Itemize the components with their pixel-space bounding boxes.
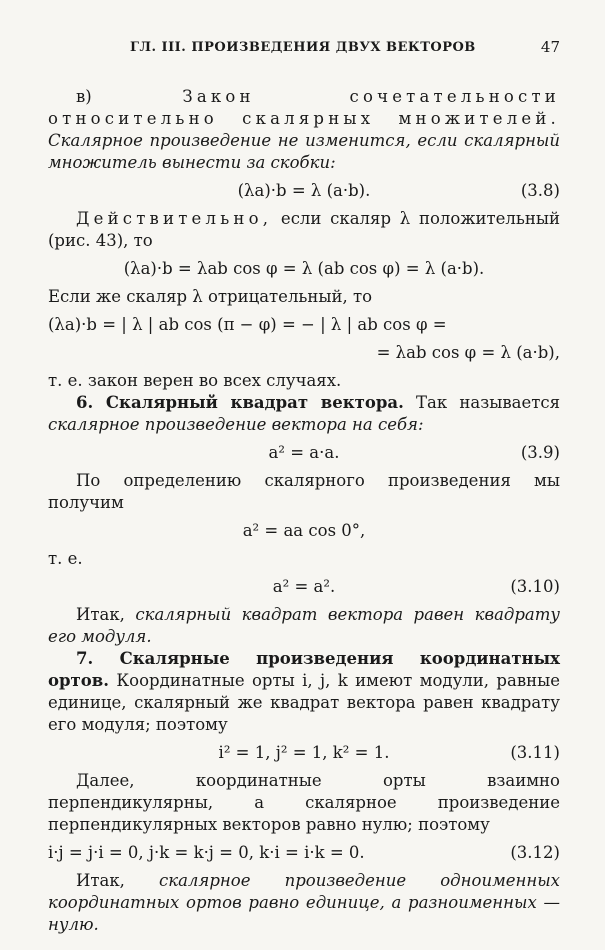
summary-statement: скалярный квадрат вектора равен квадрату его модуля. bbox=[48, 605, 560, 646]
equation-number: (3.12) bbox=[510, 843, 560, 862]
equation-cos0 bbox=[48, 520, 560, 542]
equation-3-8 bbox=[48, 180, 560, 202]
equation-number: (3.8) bbox=[520, 181, 560, 200]
paragraph-summary-orts bbox=[48, 870, 560, 936]
equation-negative-line2 bbox=[48, 342, 560, 364]
paragraph-definition: По определению скалярного произведения мы получим bbox=[48, 471, 560, 512]
paragraph-ie: т. е. bbox=[48, 549, 83, 568]
law-title: Закон сочетательности относительно скалярных множителей. bbox=[48, 87, 560, 128]
section-text: Так называется bbox=[403, 393, 561, 412]
equation-formula: a² = a·a. bbox=[268, 443, 340, 462]
equation-formula: a² = a². bbox=[272, 577, 336, 596]
paragraph-perpendicular: Далее, координатные орты взаимно перпендикулярны, а скалярное произведение перпендикулярных векторов равно нулю; поэтому bbox=[48, 771, 560, 834]
section-text: Координатные орты i, j, k имеют модули, равные единице, скалярный же квадрат вектора равен квадрату его модуля; поэтому bbox=[48, 671, 560, 734]
equation-3-11 bbox=[48, 742, 560, 764]
paragraph-text: Итак, bbox=[76, 605, 136, 624]
equation-formula: (λa)·b = λab cos φ = λ (ab cos φ) = λ (a·b). bbox=[123, 259, 485, 278]
section-definition: скалярное произведение вектора на себя: bbox=[48, 415, 424, 434]
equation-formula: a² = aa cos 0°, bbox=[242, 521, 366, 540]
paragraph-positive-case bbox=[48, 208, 560, 252]
equation-formula: i·j = j·i = 0, j·k = k·j = 0, k·i = i·k = 0. bbox=[48, 843, 365, 862]
summary-statement: скалярное произведение одноименных координатных ортов равно единице, а разноименных — нулю. bbox=[48, 871, 560, 934]
section-7 bbox=[48, 648, 560, 736]
running-head: ГЛ. III. ПРОИЗВЕДЕНИЯ ДВУХ ВЕКТОРОВ bbox=[130, 40, 476, 55]
law-statement: Скалярное произведение не изменится, если скалярный множитель вынести за скобки: bbox=[48, 131, 560, 172]
equation-formula: (λa)·b = | λ | ab cos (π − φ) = − | λ | ab cos φ = bbox=[48, 315, 447, 334]
paragraph-text: Итак, bbox=[76, 871, 159, 890]
equation-formula: = λab cos φ = λ (a·b), bbox=[376, 343, 560, 362]
equation-number: (3.10) bbox=[510, 577, 560, 596]
paragraph-negative-case: Если же скаляр λ отрицательный, то bbox=[48, 287, 373, 306]
section-title: 6. Скалярный квадрат вектора. bbox=[76, 393, 404, 412]
item-label: в) bbox=[76, 87, 183, 106]
equation-number: (3.9) bbox=[520, 443, 560, 462]
section-title: 7. Скалярные произведения координатных ортов. bbox=[48, 649, 560, 690]
equation-formula: (λa)·b = λ (a·b). bbox=[237, 181, 371, 200]
equation-formula: i² = 1, j² = 1, k² = 1. bbox=[218, 743, 390, 762]
equation-negative-line1 bbox=[48, 314, 560, 336]
equation-3-9 bbox=[48, 442, 560, 464]
section-6 bbox=[48, 392, 560, 436]
equation-3-12 bbox=[48, 842, 560, 864]
page-number: 47 bbox=[540, 38, 560, 56]
paragraph-associativity bbox=[48, 86, 560, 174]
paragraph-summary-square bbox=[48, 604, 560, 648]
page-header bbox=[0, 38, 605, 62]
paragraph-conclusion: т. е. закон верен во всех случаях. bbox=[48, 371, 342, 390]
equation-positive bbox=[48, 258, 560, 280]
equation-number: (3.11) bbox=[510, 743, 560, 762]
equation-3-10 bbox=[48, 576, 560, 598]
paragraph-text: если скаляр λ положительный (рис. 43), то bbox=[48, 209, 560, 250]
page-content bbox=[48, 86, 560, 936]
emphasis-word: Действительно, bbox=[76, 209, 273, 228]
